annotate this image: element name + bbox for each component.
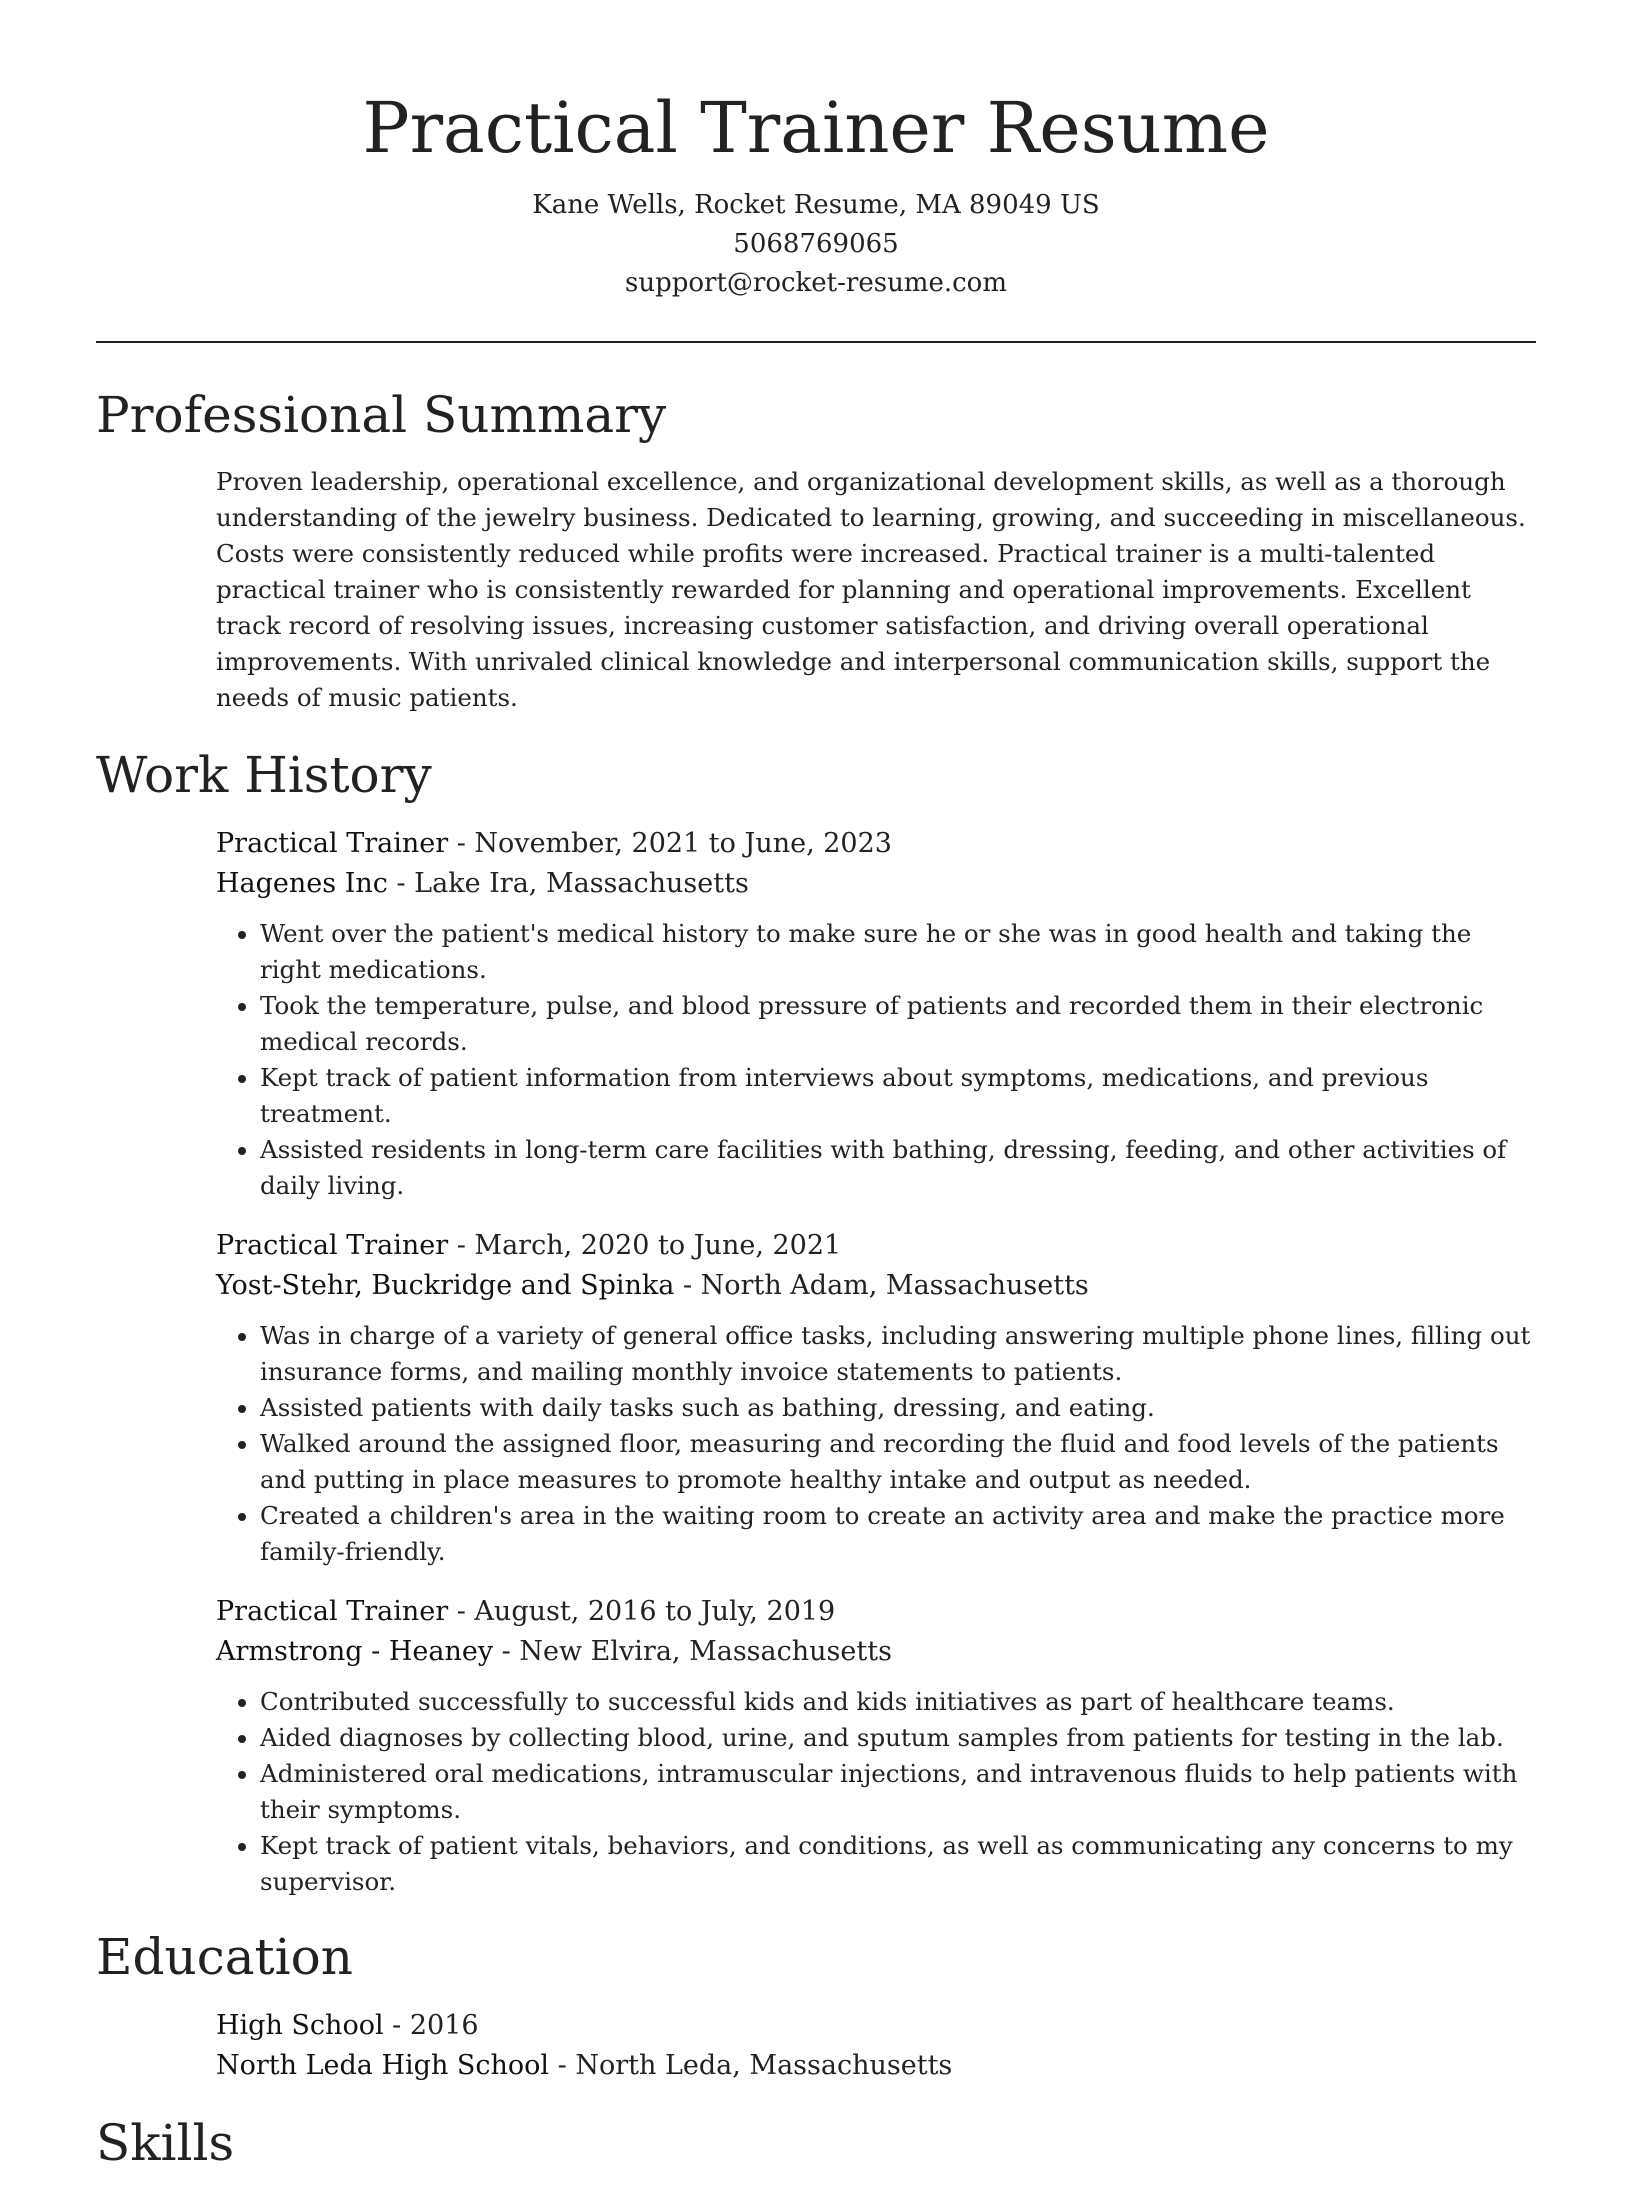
- job-company-line: [216, 1266, 1536, 1306]
- job-title-line: [216, 1226, 1536, 1266]
- work-history-section: [96, 740, 1536, 1900]
- resume-title: Practical Trainer Resume: [362, 87, 1270, 169]
- job-company: Hagenes Inc: [216, 868, 388, 899]
- summary-text: Proven leadership, operational excellence, and organizational development skills, as well as a thorough understanding of the jewelry business. Dedicated to learning, growing, and succeeding in miscellaneous. Costs were consistently reduced while profits were increased. Practical trainer is a multi-talented practical trainer who is consistently rewarded for planning and operational improvements. Excellent track record of resolving issues, increasing customer satisfaction, and driving overall operational improvements. With unrivaled clinical knowledge and interpersonal communication skills, support the needs of music patients.: [216, 467, 1526, 712]
- skills-section: [96, 2108, 1536, 2178]
- job-entry: [216, 824, 1536, 1204]
- job-bullets: [216, 916, 1536, 1204]
- contact-phone: 5068769065: [733, 229, 899, 259]
- education-degree: High School: [216, 2010, 384, 2041]
- job-dates: - November, 2021 to June, 2023: [448, 828, 892, 859]
- education-body: [216, 2006, 1536, 2086]
- job-company-line: [216, 864, 1536, 904]
- work-history-body: [216, 824, 1536, 1900]
- job-bullet: • Created a children's area in the waiting room to create an activity area and make the practice more family-friendly.: [260, 1498, 1536, 1570]
- job-location: - Lake Ira, Massachusetts: [387, 868, 749, 899]
- job-bullet: • Took the temperature, pulse, and blood pressure of patients and recorded them in their electronic medical records.: [260, 988, 1536, 1060]
- job-company-line: [216, 1632, 1536, 1672]
- job-bullets: [216, 1684, 1536, 1900]
- job-entry: [216, 1592, 1536, 1900]
- job-title: Practical Trainer: [216, 828, 449, 859]
- resume-header: [96, 80, 1536, 303]
- education-entry: [216, 2006, 1536, 2086]
- job-location: - New Elvira, Massachusetts: [493, 1636, 892, 1667]
- resume-content: [96, 380, 1536, 2192]
- job-title: Practical Trainer: [216, 1230, 449, 1261]
- job-location: - North Adam, Massachusetts: [674, 1270, 1089, 1301]
- job-bullet: • Assisted patients with daily tasks such as bathing, dressing, and eating.: [260, 1390, 1536, 1426]
- skills-heading: Skills: [96, 2114, 235, 2172]
- job-title-line: [216, 824, 1536, 864]
- contact-address: Kane Wells, Rocket Resume, MA 89049 US: [532, 190, 1100, 220]
- job-bullet: • Kept track of patient information from interviews about symptoms, medications, and previous treatment.: [260, 1060, 1536, 1132]
- job-bullet: • Assisted residents in long-term care facilities with bathing, dressing, feeding, and other activities of daily living.: [260, 1132, 1536, 1204]
- job-company: Armstrong - Heaney: [216, 1636, 494, 1667]
- header-divider: [96, 341, 1536, 343]
- job-title-line: [216, 1592, 1536, 1632]
- summary-heading: Professional Summary: [96, 386, 667, 444]
- job-title: Practical Trainer: [216, 1596, 449, 1627]
- job-company: Yost-Stehr, Buckridge and Spinka: [216, 1270, 675, 1301]
- contact-block: [96, 186, 1536, 303]
- contact-email: support@rocket-resume.com: [624, 268, 1007, 298]
- job-bullets: [216, 1318, 1536, 1570]
- job-dates: - August, 2016 to July, 2019: [448, 1596, 836, 1627]
- education-section: [96, 1922, 1536, 2086]
- summary-body: [216, 464, 1536, 716]
- job-entry: [216, 1226, 1536, 1570]
- job-dates: - March, 2020 to June, 2021: [448, 1230, 842, 1261]
- summary-section: [96, 380, 1536, 716]
- work-history-heading: Work History: [96, 746, 432, 804]
- job-bullet: • Walked around the assigned floor, measuring and recording the fluid and food levels of the patients and putting in place measures to promote healthy intake and output as needed.: [260, 1426, 1536, 1498]
- education-location: - North Leda, Massachusetts: [549, 2050, 953, 2081]
- education-school: North Leda High School: [216, 2050, 550, 2081]
- education-heading: Education: [96, 1928, 353, 1986]
- education-degree-line: [216, 2006, 1536, 2046]
- job-bullet: • Aided diagnoses by collecting blood, urine, and sputum samples from patients for testing in the lab.: [260, 1720, 1536, 1756]
- education-school-line: [216, 2046, 1536, 2086]
- job-bullet: • Went over the patient's medical history to make sure he or she was in good health and taking the right medications.: [260, 916, 1536, 988]
- job-bullet: • Was in charge of a variety of general office tasks, including answering multiple phone lines, filling out insurance forms, and mailing monthly invoice statements to patients.: [260, 1318, 1536, 1390]
- job-bullet: • Administered oral medications, intramuscular injections, and intravenous fluids to help patients with their symptoms.: [260, 1756, 1536, 1828]
- job-bullet: • Contributed successfully to successful kids and kids initiatives as part of healthcare teams.: [260, 1684, 1536, 1720]
- job-bullet: • Kept track of patient vitals, behaviors, and conditions, as well as communicating any concerns to my supervisor.: [260, 1828, 1536, 1900]
- education-year: - 2016: [383, 2010, 479, 2041]
